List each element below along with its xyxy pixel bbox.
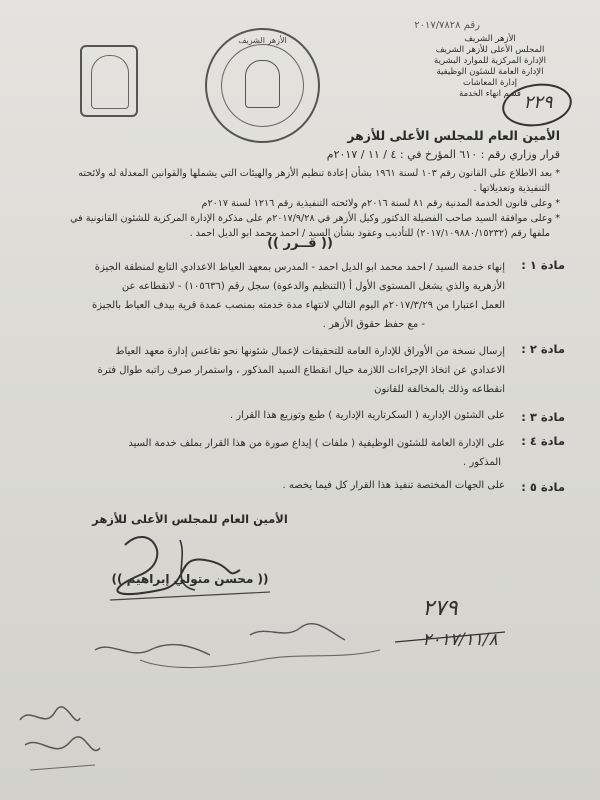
issuer-line: الإدارة العامة للشئون الوظيفية xyxy=(436,67,544,77)
addressee: الأمين العام للمجلس الأعلى للأزهر xyxy=(347,128,560,143)
reference-number: رقم ٢٠١٧/٧٨٢٨ xyxy=(414,20,480,31)
decision-heading: (( قــرر )) xyxy=(267,236,333,251)
article-label: مادة ٥ : xyxy=(521,480,565,494)
article-line: المذكور . xyxy=(463,457,501,468)
preamble-line: * بعد الاطلاع على القانون رقم ١٠٣ لسنة ١٩٦١ بشأن إعادة تنظيم الأزهر والهيئات التي يشملها والقوانين المعدلة له ولائحته xyxy=(78,168,560,179)
issuer-line: الأزهر الشريف xyxy=(464,34,516,44)
article-label: مادة ١ : xyxy=(521,258,565,272)
article-label: مادة ٢ : xyxy=(521,342,565,356)
article-label: مادة ٣ : xyxy=(521,410,565,424)
seal-text: الأزهر الشريف xyxy=(238,36,287,45)
article-line: على الجهات المختصة تنفيذ هذا القرار كل فيما يخصه . xyxy=(282,480,505,491)
issuer-line: قسم انهاء الخدمة xyxy=(459,89,521,99)
issuer-line: إدارة المعاشات xyxy=(462,78,518,88)
issuer-line: المجلس الأعلى للأزهر الشريف xyxy=(435,45,545,55)
article-line: على الإدارة العامة للشئون الوظيفية ( ملفات ) إيداع صورة من هذا القرار بملف خدمة السيد xyxy=(128,438,505,449)
article-line: على الشئون الإدارية ( السكرتارية الإدارية ) طبع وتوزيع هذا القرار . xyxy=(229,410,505,421)
article-line: العمل اعتبارا من ٢٠١٧/٣/٢٩م اليوم التالي لانتهاء مدة خدمته بمنصب عمدة قرية بيدف العياط بالجيزة xyxy=(91,300,505,311)
preamble-line: * وعلى موافقة السيد صاحب الفضيلة الدكتور وكيل الأزهر في ٢٠١٧/٩/٢٨م على مذكرة الإدارة المركزية للشئون القانونية في xyxy=(70,213,560,224)
signatory-name: (( محسن متولي إبراهيم )) xyxy=(111,572,269,586)
handwritten-date: ٢٠١٧/١١/٨ xyxy=(422,630,498,650)
decision-line: قرار وزاري رقم : ٦١٠ المؤرخ في : ٤ / ١١ / ٢٠١٧م xyxy=(326,148,560,161)
preamble-line: * وعلى قانون الخدمة المدنية رقم ٨١ لسنة ٢٠١٦م ولائحته التنفيذية رقم ١٢١٦ لسنة ٢٠١٧م xyxy=(201,198,560,209)
article-line: - مع حفظ حقوق الأزهر . xyxy=(322,319,425,330)
preamble-line: التنفيذية وتعديلاتها . xyxy=(473,183,550,194)
article-label: مادة ٤ : xyxy=(521,434,565,448)
issuer-line: الإدارة المركزية للموارد البشرية xyxy=(434,56,546,66)
preamble-line: ملفها رقم (٢٠١٧/١٠٩٨٨٠/١٥٢٣٢) للتأديب وعقود بشأن السيد / احمد محمد ابو الديل احمد . xyxy=(189,228,550,239)
signature-title: الأمين العام للمجلس الأعلى للأزهر xyxy=(92,512,288,526)
article-line: انقطاعه وذلك بالمخالفة للقانون xyxy=(374,384,505,395)
article-line: إنهاء خدمة السيد / احمد محمد ابو الديل احمد - المدرس بمعهد العياط الاعدادي التابع لمنطقة الجيزة xyxy=(94,262,505,273)
article-line: الاعدادي عن اتخاذ الإجراءات اللازمة حيال انقطاع السيد المذكور ، واستمرار صرف راتبه طوال فترة xyxy=(97,365,505,376)
article-line: الأزهرية والذي يشغل المستوى الأول أ (التنظيم والدعوة) سجل رقم (١٠٥٦٣٦) - لانقطاعه عن xyxy=(121,281,505,292)
handwritten-number: ٢٧٩ xyxy=(422,596,458,621)
article-line: إرسال نسخة من الأوراق للإدارة العامة للتحقيقات لإعمال شئونها نحو تقاعس إدارة معهد العياط xyxy=(115,346,505,357)
circled-number: ٢٢٩ xyxy=(523,92,553,113)
